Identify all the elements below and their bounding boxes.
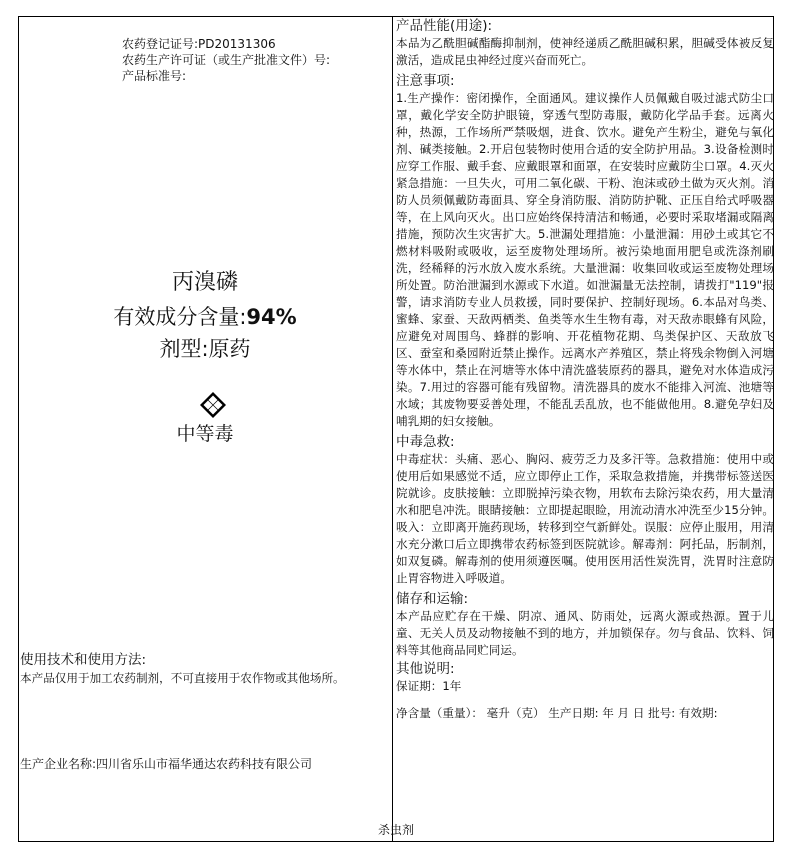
poisoning-body: 中毒症状：头痛、恶心、胸闷、疲劳乏力及多汗等。急救措施：使用中或使用后如果感觉不适，应立即停止工作，采取急救措施，并携带标签送医院就诊。皮肤接触：立即脱掉污染衣物，用软布去除污染农药，用大量清水和肥皂冲洗。眼睛接触：立即提起眼睑，用流动清水冲洗至少15分钟。吸入：立即离开施药现场，转移到空气新鲜处。误服：应停止服用，用清水充分漱口后立即携带农药标签到医院就诊。解毒剂：阿托品，肟制剂，如双复磷。解毒剂的使用须遵医嘱。使用医用活性炭洗胃，洗胃时注意防止胃容物进入呼吸道。 — [396, 452, 774, 585]
formulation: 剂型:原药 — [159, 337, 251, 361]
storage-title: 储存和运输: — [396, 591, 469, 607]
product-name: 丙溴磷 — [171, 270, 238, 295]
performance-body: 本品为乙酰胆碱酯酶抑制剂，使神经递质乙酰胆碱积累，胆碱受体被反复激活，造成昆虫神经过度兴奋而死亡。 — [396, 36, 774, 67]
pesticide-category: 杀虫剂 — [377, 823, 414, 837]
ingredient-content — [18, 304, 392, 330]
usage-body: 本产品仅用于加工农药制剂，不可直接用于农作物或其他场所。 — [20, 671, 345, 685]
storage-body: 本产品应贮存在干燥、阴凉、通风、防雨处，远离火源或热源。置于儿童、无关人员及动物接触不到的地方，并加锁保存。勿与食品、饮料、饲料等其他商品同贮同运。 — [396, 609, 774, 657]
right-panel — [396, 18, 774, 722]
usage-title: 使用技术和使用方法: — [20, 652, 147, 668]
toxicity-level: 中等毒 — [176, 423, 234, 445]
registration-cert-no: 农药登记证号:PD20131306 — [122, 37, 276, 51]
poisoning-title: 中毒急救: — [396, 434, 455, 450]
production-license: 农药生产许可证（或生产批准文件）号: — [122, 53, 331, 67]
manufacturer-name: 生产企业名称:四川省乐山市福华通达农药科技有限公司 — [20, 757, 313, 771]
product-name-block — [18, 270, 392, 362]
ingredient-label: 有效成分含量: — [113, 305, 247, 329]
net-content-line: 净含量（重量）： 毫升（克） 生产日期: 年 月 日 批号: 有效期: — [396, 706, 718, 720]
toxicity-diamond-icon — [199, 391, 227, 419]
ingredient-value: 94% — [246, 305, 297, 329]
column-divider — [392, 16, 393, 842]
precautions-title: 注意事项: — [396, 73, 455, 89]
other-title: 其他说明: — [396, 661, 455, 677]
precautions-body: 1.生产操作：密闭操作，全面通风。建议操作人员佩戴自吸过滤式防尘口罩，戴化学安全防护眼镜，穿透气型防毒服，戴防化学品手套。远离火种，热源，工作场所严禁吸烟，进食、饮水。避免产生粉尘，避免与氧化剂、碱类接触。2.开启包装物时使用合适的安全防护用品。3.设备检测时应穿工作服、戴手套、应戴眼罩和面罩，在安装时应戴防尘口罩。4.灭火紧急措施：一旦失火，可用二氧化碳、干粉、泡沫或砂土做为灭火剂。消防人员须佩戴防毒面具、穿全身消防服、消防防护靴、正压自给式呼吸器等，在上风向灭火。出口应始终保持清洁和畅通，必要时采取堵漏或隔离措施，预防次生灾害扩大。5.泄漏处理措施：小量泄漏：用砂土或其它不燃材料吸附或吸收，运至废物处理场所。被污染地面用肥皂或洗涤剂刷洗，经稀释的污水放入废水系统。大量泄漏：收集回收或运至废物处理场所处置。防治泄漏到水源或下水道。如泄漏量无法控制，请拨打"119"报警，请求消防专业人员救援，同时要保护、控制好现场。6.本品对鸟类、蜜蜂、家蚕、天敌两栖类、鱼类等水生生物有毒，对天敌赤眼蜂有风险，应避免对周围鸟、蜂群的影响、开花植物花期、鸟类保护区、天敌放飞区、蚕室和桑园附近禁止操作。远离水产养殖区，禁止将残余物倒入河塘等水体中，禁止在河塘等水体中清洗盛装原药的器具，避免对水体造成污染。7.用过的容器可能有残留物。清洗器具的废水不能排入河流、池塘等水域；其废物要妥善处理，不能乱丢乱放，也不能做他用。8.避免孕妇及哺乳期的妇女接触。 — [396, 91, 774, 428]
product-standard: 产品标准号: — [122, 69, 187, 83]
performance-title: 产品性能(用途): — [396, 18, 493, 34]
left-panel — [18, 16, 392, 842]
shelf-life: 保证期：1年 — [396, 679, 462, 693]
